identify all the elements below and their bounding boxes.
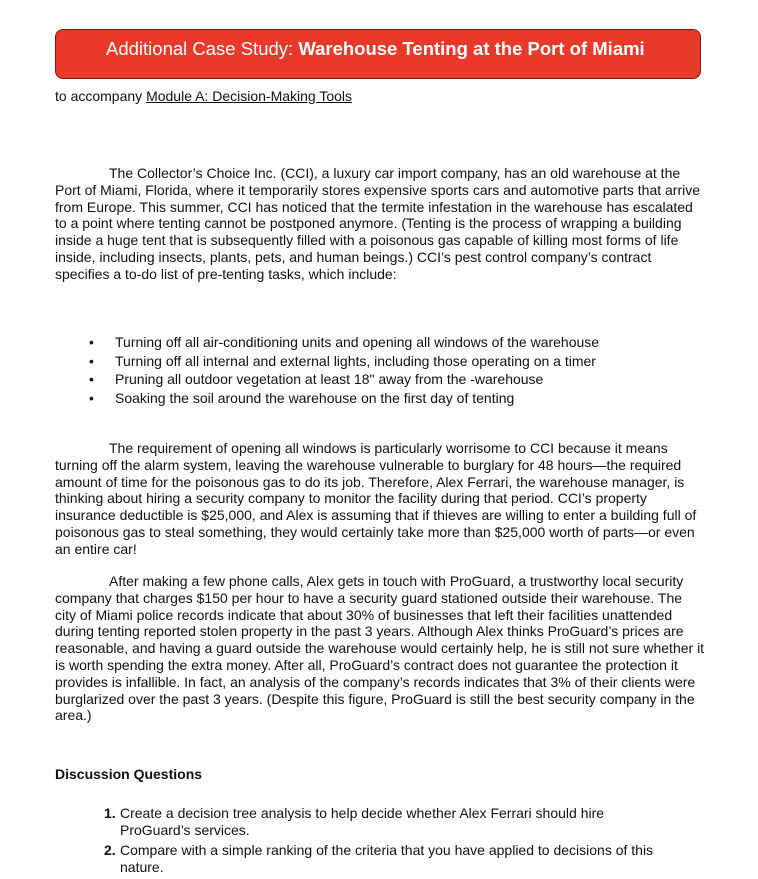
bullet-icon: • (89, 390, 94, 407)
paragraph-alarm-concern: The requirement of opening all windows is particularly worrisome to CCI because it means turning off the alarm system, leaving the warehouse vulnerable to burglary for 48 hours—the required amount of time for the poisonous gas to do its job. Therefore, Alex Ferrari, the warehouse manager, is thinking about hiring a security company to monitor the facility during that period. CCI’s property insurance deductible is $25,000, and Alex is assuming that if thieves are willing to enter a building full of poisonous gas to steal something, they would certainly take more than $25,000 worth of parts—or even an entire car! (55, 440, 697, 557)
list-item (0, 389, 599, 408)
list-item (0, 370, 599, 389)
question-item (0, 805, 660, 839)
title-bold: Warehouse Tenting at the Port of Miami (298, 38, 645, 59)
page-title (106, 38, 645, 60)
question-text: Create a decision tree analysis to help decide whether Alex Ferrari should hire ProGuard’s services. (120, 805, 605, 838)
pre-tenting-task-list (0, 333, 599, 408)
list-item-text: Pruning all outdoor vegetation at least 18" away from the -warehouse (115, 371, 544, 388)
module-reference (55, 88, 352, 105)
list-item (0, 333, 599, 352)
discussion-heading: Discussion Questions (55, 766, 203, 782)
discussion-question-list (0, 805, 660, 879)
module-link[interactable]: Module A: Decision-Making Tools (146, 88, 353, 104)
list-item (0, 352, 599, 371)
bullet-icon: • (89, 352, 94, 369)
title-banner (55, 29, 701, 79)
bullet-icon: • (89, 371, 94, 388)
list-item-text: Turning off all air-conditioning units and opening all windows of the warehouse (115, 334, 600, 350)
question-text: Compare with a simple ranking of the criteria that you have applied to decisions of this nature. (120, 842, 654, 875)
question-item (0, 842, 660, 876)
question-number: 1. (104, 805, 116, 821)
list-item-text: Soaking the soil around the warehouse on the first day of tenting (115, 390, 515, 407)
bullet-icon: • (89, 334, 94, 350)
paragraph-proguard: After making a few phone calls, Alex gets in touch with ProGuard, a trustworthy local security company that charges $150 per hour to have a security guard stationed outside their warehouse. The city of Miami police records indicate that about 30% of businesses that left their facilities unattended during tenting reported stolen property in the past 3 years. Although Alex thinks ProGuard’s prices are reasonable, and having a guard outside the warehouse would certainly help, he is still not sure whether it is worth spending the extra money. After all, ProGuard’s contract does not guarantee the protection it provides is infallible. In fact, an analysis of the company’s records indicates that 3% of their clients were burglarized over the past 3 years. (Despite this figure, ProGuard is still the best security company in the area.) (55, 573, 705, 724)
list-item-text: Turning off all internal and external lights, including those operating on a timer (115, 352, 596, 369)
title-prefix: Additional Case Study: (106, 38, 299, 59)
question-number: 2. (104, 842, 116, 858)
paragraph-intro: The Collector’s Choice Inc. (CCI), a luxury car import company, has an old warehouse at the Port of Miami, Florida, where it temporarily stores expensive sports cars and automotive parts that arrive from Europe. This summer, CCI has noticed that the termite infestation in the warehouse has escalated to a point where tenting cannot be postponed anymore. (Tenting is the process of wrapping a building inside a huge tent that is subsequently filled with a poisonous gas capable of killing most forms of life inside, including insects, plants, pets, and human beings.) CCI’s pest control company’s contract specifies a to-do list of pre-tenting tasks, which include: (55, 165, 701, 282)
module-reference-text: to accompany (55, 88, 147, 104)
